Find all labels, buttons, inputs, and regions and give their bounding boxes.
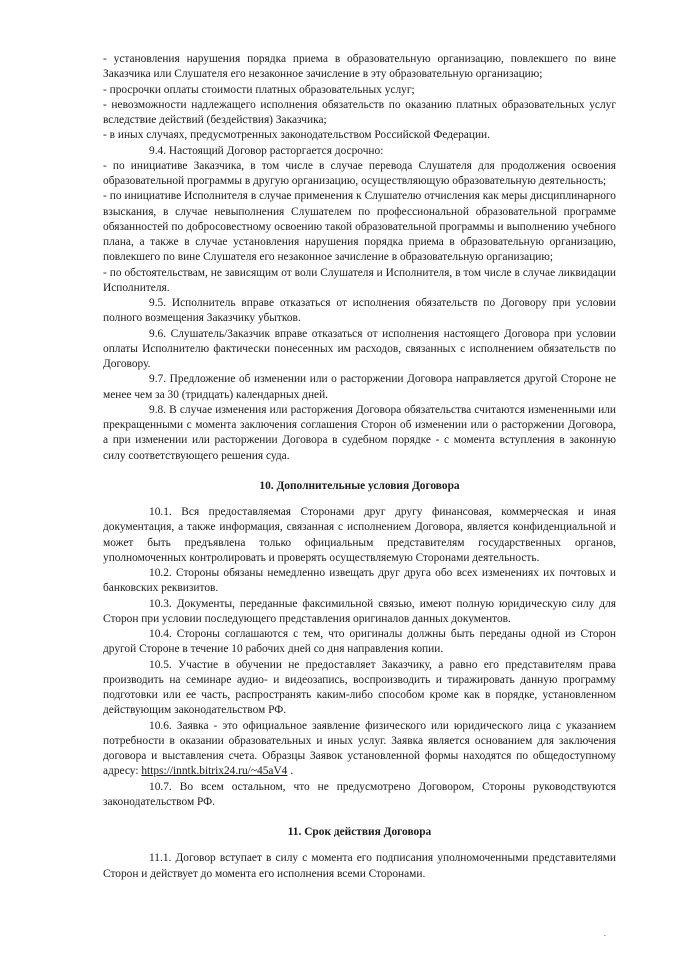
paragraph: 9.6. Слушатель/Заказчик вправе отказаться от исполнения настоящего Договора при условии оплаты Исполнителю фактически понесенных им расходов, связанных с исполнением обязательств по Договору. <box>103 327 616 370</box>
paragraph: 9.7. Предложение об изменении или о расторжении Договора направляется другой Стороне не менее чем за 30 (тридцать) календарных дней. <box>103 373 616 401</box>
paragraph: - невозможности надлежащего исполнения обязательств по оказанию платных образовательных услуг вследствие действий (бездействия) Заказчика; <box>103 98 616 126</box>
section-heading-11: 11. Срок действия Договора <box>287 826 432 838</box>
paragraph: 9.8. В случае изменения или расторжения Договора обязательства считаются измененными или прекращенными с момента заключения соглашения Сторон об изменении или о расторжении Договора, а при изменении или расторжении Договора в судебном порядке - с момента вступления в законную силу соответствующего решения суда. <box>103 403 616 462</box>
footer-mark: . <box>603 928 606 938</box>
paragraph: - установления нарушения порядка приема в образовательную организацию, повлекшего по вине Заказчика или Слушателя его незаконное зачисление в эту образовательную организацию; <box>103 53 616 81</box>
paragraph: - по инициативе Заказчика, в том числе в случае перевода Слушателя для продолжения освоения образовательной программы в другую организацию, осуществляющую образовательную деятельность; <box>103 159 616 187</box>
paragraph-text: 10.6. Заявка - это официальное заявление физического или юридического лица с указанием потребности в оказании образовательных и иных услуг. Заявка является основанием для заключения договора и выставления счета. Образцы Заявок установленной формы находятся по общедоступному адресу: <box>103 719 616 778</box>
link-suffix: . <box>287 765 294 778</box>
paragraph: 10.4. Стороны соглашаются с тем, что оригиналы должны быть переданы одной из Сторон другой Стороне в течение 10 рабочих дней со дня направления копии. <box>103 628 616 656</box>
paragraph: 10.7. Во всем остальном, что не предусмотрено Договором, Стороны руководствуются законодательством РФ. <box>103 780 616 808</box>
paragraph: - по инициативе Исполнителя в случае применения к Слушателю отчисления как меры дисциплинарного взыскания, в случае невыполнения Слушателем по профессиональной образовательной программе обязанностей по добросовестному освоению такой образовательной программы и выполнению учебного плана, а также в случае установления нарушения порядка приема в образовательную организацию, повлекшего по вине Слушателя его незаконное зачисление в образовательную организацию; <box>103 190 616 264</box>
paragraph: - просрочки оплаты стоимости платных образовательных услуг; <box>103 83 415 96</box>
application-form-link[interactable]: https://inntk.bitrix24.ru/~45aV4 <box>141 765 288 778</box>
paragraph: 9.5. Исполнитель вправе отказаться от исполнения обязательств по Договору при условии полного возмещения Заказчику убытков. <box>103 297 616 325</box>
paragraph: 10.1. Вся предоставляемая Сторонами друг другу финансовая, коммерческая и иная документация, а также информация, связанная с исполнением Договора, является конфиденциальной и может быть предъявлена только официальным представителям государственных органов, уполномоченных контролировать и проверять осуществляемую Сторонами деятельность. <box>103 506 616 564</box>
paragraph: 10.5. Участие в обучении не предоставляет Заказчику, а равно его представителям права производить на семинаре аудио- и видеозапись, воспроизводить и тиражировать данную программу подготовки или ее часть, распространять каким-либо способом кроме как в порядке, установленном действующим законодательством РФ. <box>103 658 616 717</box>
paragraph: 10.2. Стороны обязаны немедленно извещать друг друга обо всех изменениях их почтовых и банковских реквизитов. <box>103 567 616 595</box>
paragraph: 9.4. Настоящий Договор расторгается досрочно: <box>149 144 384 157</box>
paragraph-with-link <box>103 719 616 780</box>
paragraph: 10.3. Документы, переданные факсимильной связью, имеют полную юридическую силу для Сторон при условии последующего представления оригиналов данных документов. <box>103 597 616 625</box>
section-heading-10: 10. Дополнительные условия Договора <box>259 479 460 492</box>
document-body <box>103 52 616 882</box>
paragraph: - по обстоятельствам, не зависящим от воли Слушателя и Исполнителя, в том числе в случае ликвидации Исполнителя. <box>103 266 616 294</box>
paragraph: - в иных случаях, предусмотренных законодательством Российской Федерации. <box>103 129 490 142</box>
paragraph: 11.1. Договор вступает в силу с момента его подписания уполномоченными представителями Сторон и действует до момента его исполнения всеми Сторонами. <box>103 852 616 880</box>
